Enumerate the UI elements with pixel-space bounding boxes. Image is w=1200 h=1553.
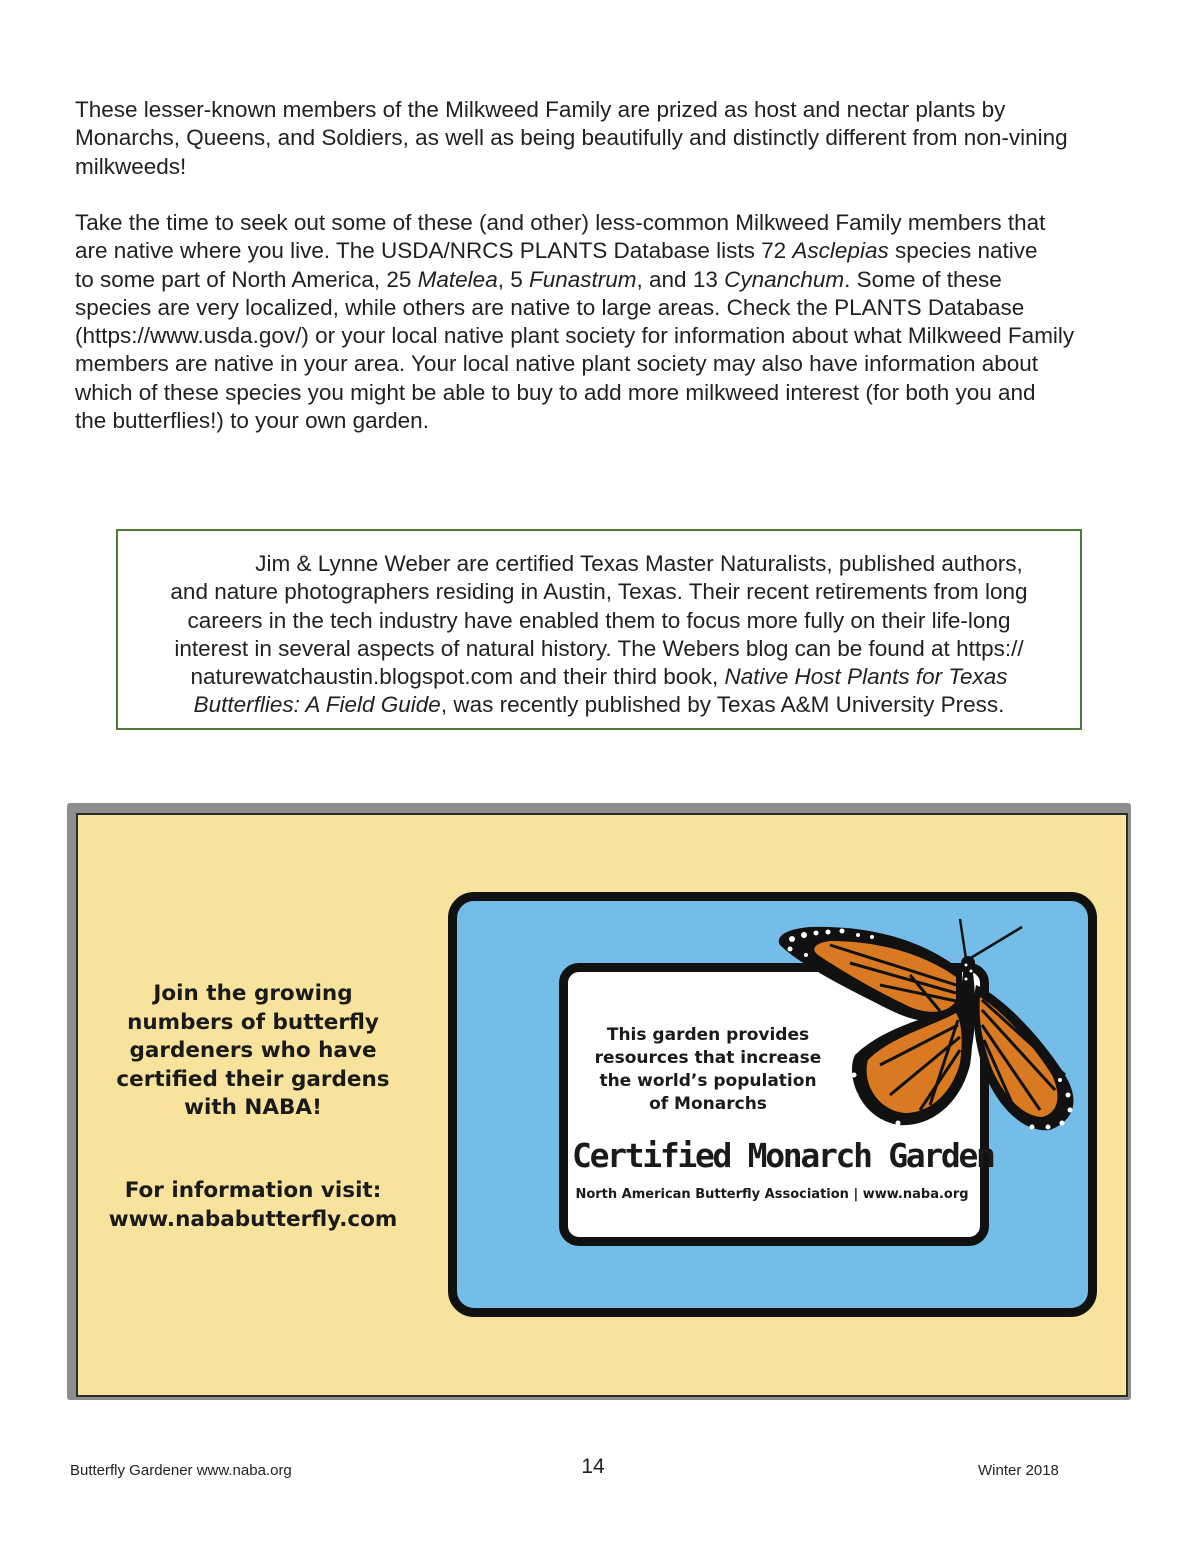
species-name: Funastrum — [528, 266, 637, 292]
text-line: members are native in your area. Your local native plant society may also have information about — [75, 351, 1039, 377]
text-line: which of these species you might be able to buy to add more milkweed interest (for both you and — [75, 379, 1036, 405]
text-line: interest in several aspects of natural history. The Webers blog can be found at https:// — [174, 635, 1024, 661]
footer-publication: Butterfly Gardener www.naba.org — [70, 1462, 292, 1479]
text-line: Butterflies: A Field Guide, was recently published by Texas A&M University Press. — [193, 692, 1005, 718]
page-number: 14 — [581, 1455, 605, 1478]
text-line: Jim & Lynne Weber are certified Texas Master Naturalists, published authors, — [255, 551, 1023, 576]
article-paragraph-2 — [75, 209, 1145, 435]
text-line: naturewatchaustin.blogspot.com and their third book, Native Host Plants for Texas — [190, 664, 1008, 690]
text-line: Monarchs, Queens, and Soldiers, as well as being beautifully and distinctly different from non-vining — [75, 125, 1068, 151]
text-line: Take the time to seek out some of these (and other) less-common Milkweed Family members that — [75, 210, 1046, 235]
book-title: Butterflies: A Field Guide — [193, 692, 441, 718]
author-bio-text — [118, 550, 1080, 720]
sign-description: This garden provides resources that increase the world’s population of Monarchs — [594, 1025, 822, 1114]
sign-title: Certified Monarch Garden — [572, 1136, 994, 1175]
book-title: Native Host Plants for Texas — [724, 664, 1008, 690]
text-line: milkweeds! — [75, 153, 187, 179]
text-line: These lesser-known members of the Milkweed Family are prized as host and nectar plants by — [75, 97, 1006, 122]
text-line: (https://www.usda.gov/) or your local native plant society for information about what Milkweed Family — [75, 323, 1075, 349]
monarch-butterfly-icon — [770, 915, 1085, 1145]
author-bio-box — [116, 529, 1082, 730]
article-paragraph-1 — [75, 96, 1145, 181]
ad-join-text: Join the growing numbers of butterfly gardeners who have certified their gardens with NABA! — [116, 981, 390, 1120]
text-line: species are very localized, while others are native to large areas. Check the PLANTS Database — [75, 294, 1025, 320]
footer-issue: Winter 2018 — [978, 1462, 1059, 1479]
ad-visit-text: For information visit: www.nababutterfly.com — [78, 1177, 428, 1234]
text-line: are native where you live. The USDA/NRCS PLANTS Database lists 72 Asclepias species native — [75, 238, 1038, 264]
species-name: Matelea — [417, 266, 498, 292]
sign-organization: North American Butterfly Association | www.naba.org — [575, 1187, 969, 1202]
text-line: careers in the tech industry have enabled them to focus more fully on their life-long — [187, 607, 1011, 633]
text-line: the butterflies!) to your own garden. — [75, 408, 429, 434]
species-name: Asclepias — [792, 238, 889, 264]
text-line: and nature photographers residing in Austin, Texas. Their recent retirements from long — [170, 579, 1028, 605]
species-name: Cynanchum — [724, 266, 845, 292]
text-line: to some part of North America, 25 Matelea, 5 Funastrum, and 13 Cynanchum. Some of these — [75, 266, 1002, 292]
ad-website-link[interactable]: www.nababutterfly.com — [108, 1206, 398, 1232]
